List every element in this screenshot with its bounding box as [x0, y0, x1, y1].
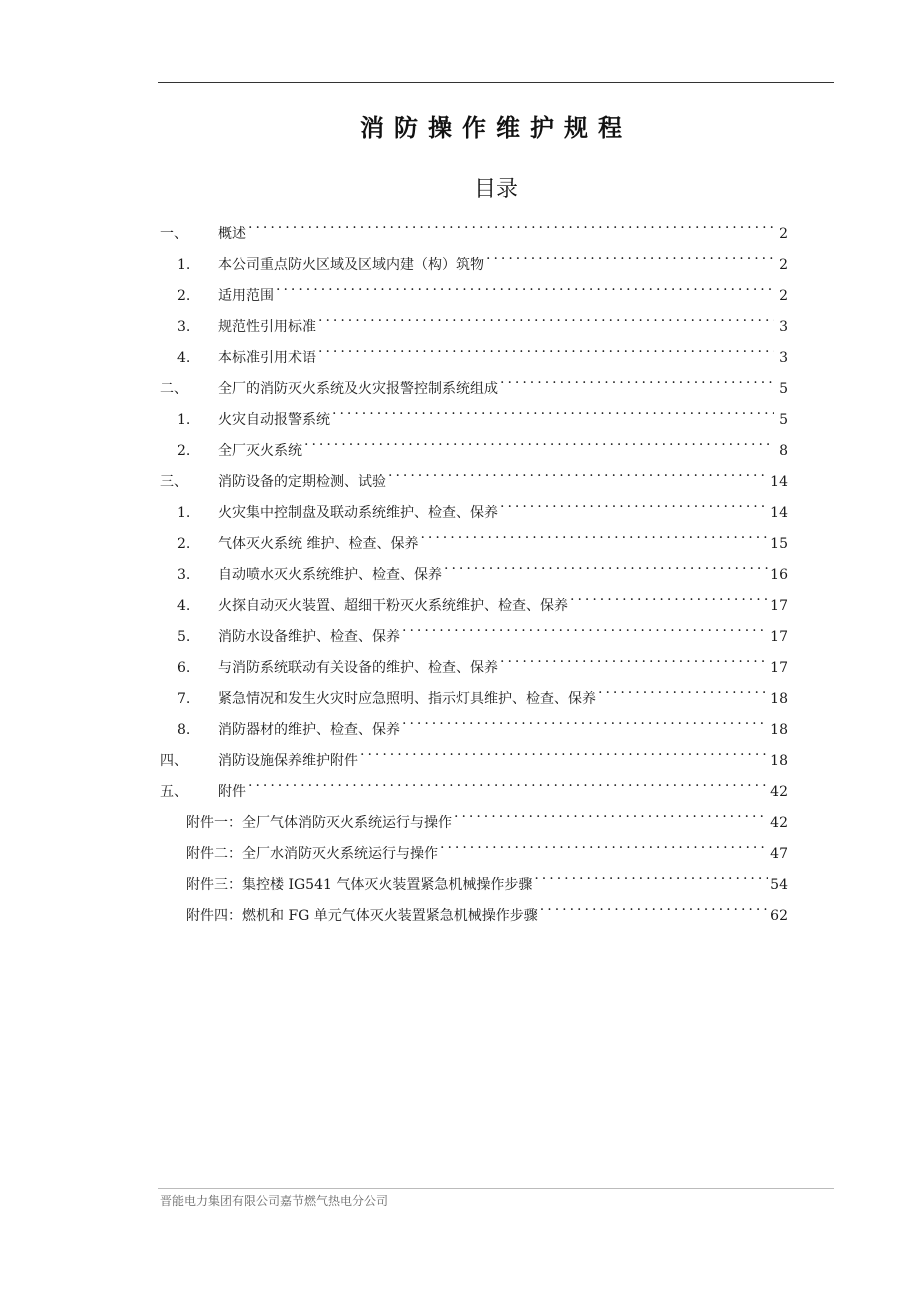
toc-entry-title: 规范性引用标准 — [218, 319, 316, 335]
footer-rule — [158, 1188, 834, 1189]
toc-entry[interactable] — [160, 675, 788, 706]
toc-dot-leader — [454, 799, 768, 827]
toc-dot-leader — [248, 768, 768, 796]
toc-entry-page: 2 — [779, 257, 788, 273]
toc-entry[interactable] — [160, 489, 788, 520]
toc-entry[interactable] — [160, 551, 788, 582]
toc-entry-number: 1. — [177, 257, 191, 273]
toc-entry-title: 紧急情况和发生火灾时应急照明、指示灯具维护、检查、保养 — [218, 691, 596, 707]
table-of-contents — [160, 210, 788, 923]
toc-entry-title: 附件四：燃机和 FG 单元气体灭火装置紧急机械操作步骤 — [186, 908, 538, 924]
toc-entry[interactable] — [160, 830, 788, 861]
toc-dot-leader — [486, 241, 774, 269]
toc-entry-title: 附件二：全厂水消防灭火系统运行与操作 — [186, 846, 438, 862]
toc-entry[interactable] — [160, 427, 788, 458]
toc-entry-number: 一、 — [160, 226, 188, 242]
toc-dot-leader — [420, 520, 768, 548]
toc-entry-title: 火灾自动报警系统 — [218, 412, 330, 428]
toc-entry-number: 3. — [177, 319, 191, 335]
toc-dot-leader — [598, 675, 768, 703]
toc-entry-page: 42 — [770, 815, 788, 831]
toc-entry-number: 2. — [177, 288, 191, 304]
toc-entry-number: 7. — [177, 691, 191, 707]
toc-entry[interactable] — [160, 396, 788, 427]
toc-entry-title: 火灾集中控制盘及联动系统维护、检查、保养 — [218, 505, 498, 521]
toc-entry-number: 四、 — [160, 753, 188, 769]
toc-entry-title: 适用范围 — [218, 288, 274, 304]
toc-entry-number: 2. — [177, 536, 191, 552]
toc-entry-page: 14 — [770, 474, 788, 490]
toc-dot-leader — [388, 458, 768, 486]
toc-entry[interactable] — [160, 768, 788, 799]
toc-dot-leader — [534, 861, 768, 889]
header-rule — [158, 82, 834, 83]
toc-dot-leader — [540, 892, 768, 920]
toc-entry-title: 附件 — [218, 784, 246, 800]
toc-entry-page: 54 — [770, 877, 788, 893]
toc-entry-number: 6. — [177, 660, 191, 676]
toc-entry-title: 附件一：全厂气体消防灭火系统运行与操作 — [186, 815, 452, 831]
toc-entry[interactable] — [160, 737, 788, 768]
toc-dot-leader — [360, 737, 768, 765]
toc-entry-title: 全厂的消防灭火系统及火灾报警控制系统组成 — [218, 381, 498, 397]
toc-entry-page: 17 — [770, 629, 788, 645]
toc-entry-title: 全厂灭火系统 — [218, 443, 302, 459]
toc-dot-leader — [500, 644, 768, 672]
toc-entry[interactable] — [160, 613, 788, 644]
toc-entry[interactable] — [160, 706, 788, 737]
toc-entry-title: 消防设备的定期检测、试验 — [218, 474, 386, 490]
toc-dot-leader — [500, 489, 768, 517]
toc-entry-page: 3 — [779, 319, 788, 335]
toc-entry-title: 概述 — [218, 226, 246, 242]
toc-dot-leader — [440, 830, 768, 858]
toc-dot-leader — [248, 210, 774, 238]
toc-entry-page: 18 — [770, 691, 788, 707]
toc-entry-page: 2 — [779, 226, 788, 242]
toc-entry-page: 2 — [779, 288, 788, 304]
toc-entry-number: 5. — [177, 629, 191, 645]
toc-dot-leader — [500, 365, 774, 393]
toc-entry[interactable] — [160, 799, 788, 830]
toc-dot-leader — [276, 272, 774, 300]
toc-entry[interactable] — [160, 644, 788, 675]
toc-entry-page: 15 — [770, 536, 788, 552]
toc-dot-leader — [332, 396, 774, 424]
toc-entry-page: 42 — [770, 784, 788, 800]
toc-dot-leader — [402, 706, 768, 734]
toc-entry-title: 消防水设备维护、检查、保养 — [218, 629, 400, 645]
toc-entry-page: 5 — [779, 412, 788, 428]
toc-entry[interactable] — [160, 582, 788, 613]
toc-entry-number: 三、 — [160, 474, 188, 490]
toc-entry[interactable] — [160, 272, 788, 303]
toc-entry[interactable] — [160, 303, 788, 334]
toc-entry-title: 火探自动灭火装置、超细干粉灭火系统维护、检查、保养 — [218, 598, 568, 614]
toc-entry[interactable] — [160, 210, 788, 241]
toc-entry-number: 二、 — [160, 381, 188, 397]
toc-entry-number: 1. — [177, 505, 191, 521]
toc-entry-number: 4. — [177, 350, 191, 366]
toc-dot-leader — [444, 551, 768, 579]
toc-entry[interactable] — [160, 241, 788, 272]
toc-entry-title: 自动喷水灭火系统维护、检查、保养 — [218, 567, 442, 583]
toc-entry-number: 4. — [177, 598, 191, 614]
toc-dot-leader — [318, 303, 774, 331]
toc-entry-page: 62 — [770, 908, 788, 924]
toc-entry-number: 五、 — [160, 784, 188, 800]
toc-dot-leader — [570, 582, 768, 610]
toc-entry-title: 本标准引用术语 — [218, 350, 316, 366]
toc-entry-page: 3 — [779, 350, 788, 366]
toc-entry-page: 18 — [770, 722, 788, 738]
toc-entry-title: 附件三：集控楼 IG541 气体灭火装置紧急机械操作步骤 — [186, 877, 533, 893]
toc-entry-page: 5 — [779, 381, 788, 397]
toc-entry-page: 14 — [770, 505, 788, 521]
toc-entry-title: 消防器材的维护、检查、保养 — [218, 722, 400, 738]
toc-entry[interactable] — [160, 458, 788, 489]
toc-heading: 目录 — [473, 177, 518, 202]
toc-entry-page: 17 — [770, 598, 788, 614]
toc-entry-page: 47 — [770, 846, 788, 862]
toc-entry-number: 1. — [177, 412, 191, 428]
toc-entry[interactable] — [160, 334, 788, 365]
toc-entry[interactable] — [160, 365, 788, 396]
toc-entry-title: 与消防系统联动有关设备的维护、检查、保养 — [218, 660, 498, 676]
toc-entry[interactable] — [160, 892, 788, 923]
page-footer: 晋能电力集团有限公司嘉节燃气热电分公司 — [160, 1194, 389, 1208]
toc-dot-leader — [304, 427, 774, 455]
document-title: 消防操作维护规程 — [360, 114, 632, 142]
toc-entry-title: 气体灭火系统 维护、检查、保养 — [218, 536, 419, 552]
toc-entry-number: 2. — [177, 443, 191, 459]
toc-entry-page: 18 — [770, 753, 788, 769]
toc-entry-number: 8. — [177, 722, 191, 738]
toc-entry-page: 16 — [770, 567, 788, 583]
toc-entry-title: 本公司重点防火区域及区域内建（构）筑物 — [218, 257, 484, 273]
toc-entry-page: 17 — [770, 660, 788, 676]
toc-entry[interactable] — [160, 520, 788, 551]
toc-entry-page: 8 — [779, 443, 788, 459]
toc-dot-leader — [318, 334, 774, 362]
toc-entry[interactable] — [160, 861, 788, 892]
toc-dot-leader — [402, 613, 768, 641]
toc-entry-number: 3. — [177, 567, 191, 583]
toc-entry-title: 消防设施保养维护附件 — [218, 753, 358, 769]
